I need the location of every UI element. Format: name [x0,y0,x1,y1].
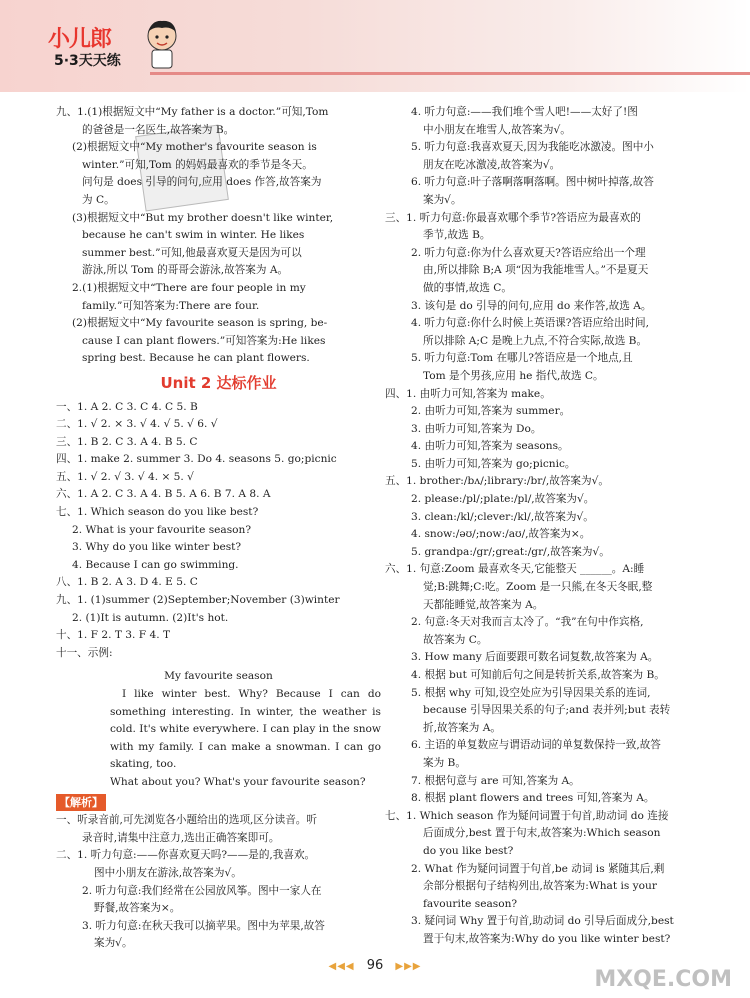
jiexi-label: 【解析】 [56,794,106,812]
site-watermark: MXQE.COM [594,967,732,992]
jiexi-line: 案为√。 [94,937,133,950]
text-line: 六、1. 句意:Zoom 最喜欢冬天,它能整天 ______。A:睡 [385,563,645,576]
brand-subtitle: 5·3天天练 [54,53,121,69]
text-line: 案为 B。 [423,756,466,769]
text-line: 的爸爸是一名医生,故答案为 B。 [82,123,235,136]
text-line: 朋友在吃冰激凌,故答案为√。 [423,158,561,171]
text-line: 置于句末,故答案为:Why do you like winter best? [423,932,671,945]
text-line: 折,故答案为 A。 [423,721,501,734]
answer-line: 一、1. A 2. C 3. C 4. C 5. B [56,400,198,413]
essay-last-line: What about you? What's your favourite season? [110,775,366,788]
jiexi-line: 2. 听力句意:我们经常在公园放风筝。图中一家人在 [82,884,322,897]
text-line: 2.(1)根据短文中“There are four people in my [72,281,306,294]
text-line: 五、1. brother:/bʌ/;library:/br/,故答案为√。 [385,475,609,488]
text-line: 3. 疑问词 Why 置于句首,助动词 do 引导后面成分,best [411,915,674,928]
text-line: 问句是 does 引导的问句,应用 does 作答,故答案为 [82,176,322,189]
header-rule [150,72,750,75]
text-line: 后面成分,best 置于句末,故答案为:Which season [423,827,661,840]
text-line: 余部分根据句子结构列出,故答案为:What is your [423,880,657,893]
text-line: 为 C。 [82,193,115,206]
text-line: 由,所以排除 B;A 项“因为我能堆雪人。”不是夏天 [423,264,649,277]
text-line: 故答案为 C。 [423,633,488,646]
text-line: 案为√。 [423,193,462,206]
text-line: 3. How many 后面要跟可数名词复数,故答案为 A。 [411,651,659,664]
left-column [56,104,381,953]
answer-line: 十、1. F 2. T 3. F 4. T [56,629,171,642]
answer-line: 八、1. B 2. A 3. D 4. E 5. C [56,576,198,589]
answer-line: 十一、示例: [56,646,113,659]
text-line: 中小朋友在堆雪人,故答案为√。 [423,123,571,136]
text-line: 季节,故选 B。 [423,229,491,242]
jiexi-line: 二、1. 听力句意:——你喜欢夏天吗?——是的,我喜欢。 [56,849,316,862]
answer-line: 3. Why do you like winter best? [72,541,242,554]
text-line: 4. 听力句意:——我们堆个雪人吧!——太好了!图 [411,106,638,118]
answer-line: 六、1. A 2. C 3. A 4. B 5. A 6. B 7. A 8. A [56,488,271,501]
jiexi-line: 一、听录音前,可先浏览各小题给出的选项,区分读音。听 [56,814,317,827]
text-line: 4. 根据 but 可知前后句之间是转折关系,故答案为 B。 [411,669,665,681]
text-line: 做的事情,故选 C。 [423,281,512,294]
text-line: 5. 由听力可知,答案为 go;picnic。 [411,457,576,470]
text-line: 5. 听力句意:我喜欢夏天,因为我能吃冰激凌。图中小 [411,141,654,154]
essay-paragraph: I like winter best. Why? Because I can do something interesting. In winter, the weather is cold. It's white everywhere. I can play in the snow with my family. I can make a snowman. I can go skating, too. [110,688,381,771]
text-line: (2)根据短文中“My mother's favourite season is [72,141,317,154]
answer-line: 2. What is your favourite season? [72,523,252,536]
text-line: Tom 是个男孩,应用 he 指代,故选 C。 [423,369,604,382]
text-line: 3. 该句是 do 引导的问句,应用 do 来作答,故选 A。 [411,299,652,312]
left-arrows-icon: ◀◀◀ [328,961,355,972]
text-line: 四、1. 由听力可知,答案为 make。 [385,387,551,400]
text-line: winter.”可知,Tom 的妈妈最喜欢的季节是冬天。 [82,158,313,171]
page-number: 96 [366,958,384,973]
text-line: 4. 听力句意:你什么时候上英语课?答语应给出时间, [411,317,649,330]
text-line: 8. 根据 plant flowers and trees 可知,答案为 A。 [411,792,655,805]
text-line: 6. 主语的单复数应与谓语动词的单复数保持一致,故答 [411,739,661,752]
mascot-boy-icon [142,18,182,70]
text-line: 三、1. 听力句意:你最喜欢哪个季节?答语应为最喜欢的 [385,211,641,224]
text-line: because 引导因果关系的句子;and 表并列;but 表转 [423,704,671,717]
text-line: 7. 根据句意与 are 可知,答案为 A。 [411,774,580,787]
brand-title: 小儿郎 [48,27,112,52]
text-line: spring best. Because he can plant flowers. [82,352,310,365]
text-line: 5. 听力句意:Tom 在哪儿?答语应是一个地点,且 [411,352,633,365]
text-line: family.”可知答案为:There are four. [82,299,260,312]
text-line: 天都能睡觉,故答案为 A。 [423,598,544,611]
text-line: do you like best? [423,844,514,857]
text-line: 4. 由听力可知,答案为 seasons。 [411,440,569,453]
text-line: 2. 听力句意:你为什么喜欢夏天?答语应给出一个理 [411,246,646,259]
jiexi-line: 录音时,请集中注意力,选出正确答案即可。 [82,831,280,844]
jiexi-line: 图中小朋友在游泳,故答案为√。 [94,866,242,879]
essay-title: My favourite season [164,670,273,683]
text-line: because he can't swim in winter. He likes [82,229,305,242]
text-line: 6. 听力句意:叶子落啊落啊落啊。图中树叶掉落,故答 [411,176,654,189]
text-line: 4. snow:/əʊ/;now:/aʊ/,故答案为×。 [411,528,591,541]
text-line: favourite season? [423,897,518,910]
text-line: 3. 由听力可知,答案为 Do。 [411,422,542,435]
unit-title: Unit 2 达标作业 [160,373,277,392]
text-line: 九、1.(1)根据短文中“My father is a doctor.”可知,Tom [56,106,329,118]
answer-line: 九、1. (1)summer (2)September;November (3)winter [56,594,340,607]
answer-line: 2. (1)It is autumn. (2)It's hot. [72,611,229,624]
text-line: summer best.”可知,他最喜欢夏天是因为可以 [82,246,302,259]
right-column [385,104,710,949]
text-line: 5. grandpa:/gr/;great:/gr/,故答案为√。 [411,545,610,558]
right-arrows-icon: ▶▶▶ [395,961,422,972]
text-line: 觉;B:跳舞;C:吃。Zoom 是一只熊,在冬天冬眠,整 [423,581,653,594]
answer-line: 二、1. √ 2. × 3. √ 4. √ 5. √ 6. √ [56,418,218,431]
text-line: 游泳,所以 Tom 的哥哥会游泳,故答案为 A。 [82,264,289,277]
text-line: 2. please:/pl/;plate:/pl/,故答案为√。 [411,493,595,506]
text-line: 所以排除 A;C 是晚上九点,不符合实际,故选 B。 [423,334,648,347]
text-line: 七、1. Which season 作为疑问词置于句首,助动词 do 连接 [385,809,669,822]
answer-line: 4. Because I can go swimming. [72,558,239,571]
jiexi-line: 野餐,故答案为×。 [94,902,181,915]
brand-logo [40,22,170,82]
text-line: (3)根据短文中“But my brother doesn't like winter, [72,211,334,224]
answer-line: 四、1. make 2. summer 3. Do 4. seasons 5. go;picnic [56,453,337,466]
answer-line: 五、1. √ 2. √ 3. √ 4. × 5. √ [56,470,194,483]
jiexi-line: 3. 听力句意:在秋天我可以摘苹果。图中为苹果,故答 [82,919,325,932]
text-line: 2. What 作为疑问词置于句首,be 动词 is 紧随其后,剩 [411,862,665,875]
text-line: (2)根据短文中“My favourite season is spring, be- [72,317,328,330]
text-line: 2. 由听力可知,答案为 summer。 [411,405,571,418]
text-line: cause I can plant flowers.”可知答案为:He likes [82,334,326,347]
text-line: 5. 根据 why 可知,设空处应为引导因果关系的连词, [411,686,651,699]
answer-line: 七、1. Which season do you like best? [56,506,259,519]
answer-line: 三、1. B 2. C 3. A 4. B 5. C [56,435,198,448]
text-line: 3. clean:/kl/;clever:/kl/,故答案为√。 [411,510,594,523]
text-line: 2. 句意:冬天对我而言太冷了。“我”在句中作宾格, [411,616,644,629]
